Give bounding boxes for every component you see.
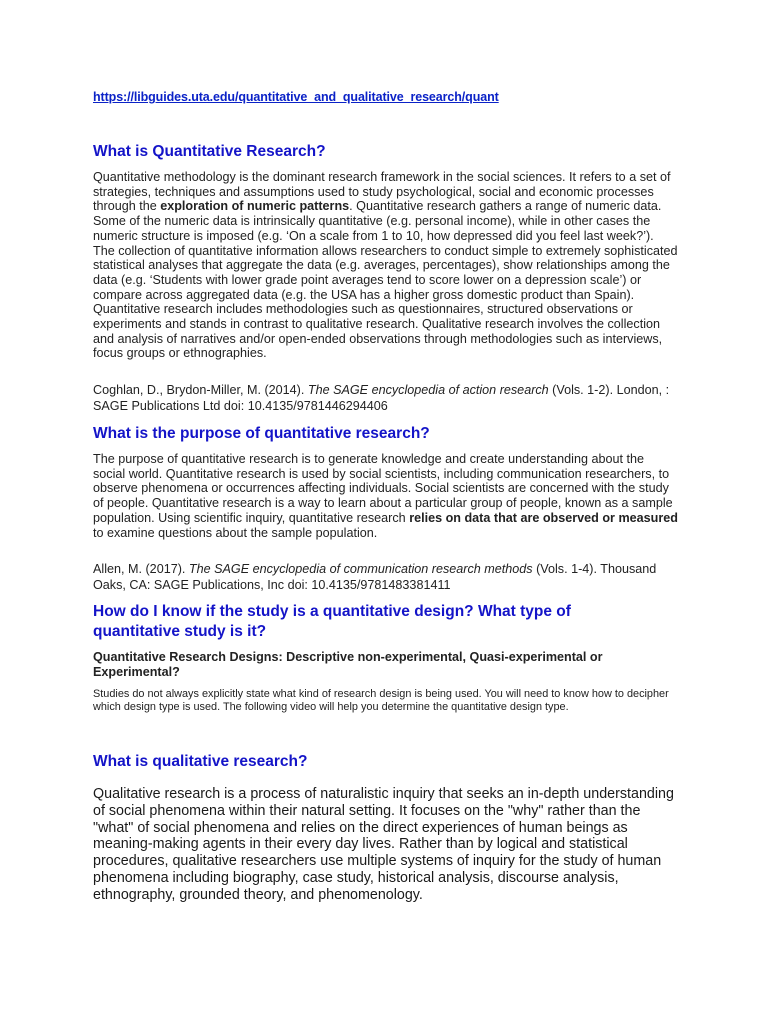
heading-line: quantitative study is it? — [93, 623, 267, 640]
paragraph-text: to examine questions about the sample population. — [93, 525, 378, 540]
citation-title: The SAGE encyclopedia of action research — [307, 383, 549, 397]
citation-details: (Vols. 1-4). Thousand Oaks, CA: SAGE Publications, Inc doi: 10.4135/9781483381411 — [93, 562, 657, 592]
paragraph-design-type: Studies do not always explicitly state what kind of research design is being used. You will need to know how to decipher which design type is used. The following video will help you determine the quantitative design type. — [93, 688, 669, 713]
paragraph-quantitative-definition — [93, 170, 678, 361]
citation-coghlan — [93, 383, 678, 414]
paragraph-text: Quantitative methodology is the dominant research framework in the social sciences. It refers to a set of strategies, techniques and assumptions used to study psychological, social and economic processes through the — [93, 170, 671, 214]
citation-allen — [93, 562, 678, 593]
bold-phrase: exploration of numeric patterns — [160, 199, 350, 214]
citation-title: The SAGE encyclopedia of communication research methods — [188, 562, 533, 576]
citation-authors: Coghlan, D., Brydon-Miller, M. (2014). — [93, 383, 308, 397]
paragraph-text: The purpose of quantitative research is to generate knowledge and create understanding about the social world. Quantitative research is used by social scientists, including communication researchers, to observe phenomena or occurrences affecting individuals. Social scientists are concerned with the study of people. Quantitative research is a way to learn about a particular group of people, known as a sample population. Using scientific inquiry, quantitative research — [93, 452, 673, 525]
bold-phrase: relies on data that are observed or measured — [409, 510, 678, 525]
paragraph-quantitative-purpose — [93, 452, 678, 540]
paragraph-text: . Quantitative research gathers a range of numeric data. Some of the numeric data is intrinsically quantitative (e.g. personal income), while in other cases the numeric structure is imposed (e.g. ‘On a scale from 1 to 10, how depressed did you feel last week?’). The collection of quantitative information allows researchers to conduct simple to extremely sophisticated statistical analyses that aggregate the data (e.g. averages, percentages), show relationships among the data (e.g. ‘Students with lower grade point averages tend to score lower on a depression scale’) or compare across aggregated data (e.g. the USA has a higher gross domestic product than Spain). Quantitative research includes methodologies such as questionnaires, structured observations or experiments and stands in contrast to qualitative research. Qualitative research involves the collection and analysis of narratives and/or open-ended observations through methodologies such as interviews, focus groups or ethnographies. — [93, 199, 678, 361]
heading-what-is-quantitative: What is Quantitative Research? — [93, 143, 326, 160]
citation-authors: Allen, M. (2017). — [93, 562, 189, 576]
source-url-link[interactable]: https://libguides.uta.edu/quantitative_and_qualitative_research/quant — [93, 90, 499, 104]
heading-purpose-quantitative: What is the purpose of quantitative research? — [93, 425, 430, 442]
heading-what-is-qualitative: What is qualitative research? — [93, 753, 308, 770]
subheading-research-designs: Quantitative Research Designs: Descriptive non-experimental, Quasi-experimental or Experimental? — [93, 650, 603, 679]
citation-details: (Vols. 1-2). London, : SAGE Publications Ltd doi: 10.4135/9781446294406 — [93, 383, 670, 413]
heading-quantitative-design — [93, 602, 678, 642]
heading-line: How do I know if the study is a quantitative design? What type of — [93, 603, 571, 620]
paragraph-qualitative-definition: Qualitative research is a process of naturalistic inquiry that seeks an in-depth understanding of social phenomena within their natural setting. It focuses on the "why" rather than the "what" of social phenomena and relies on the direct experiences of human beings as meaning-making agents in their every day lives. Rather than by logical and statistical procedures, qualitative researchers use multiple systems of inquiry for the study of human phenomena including biography, case study, historical analysis, discourse analysis, ethnography, grounded theory, and phenomenology. — [93, 786, 674, 903]
